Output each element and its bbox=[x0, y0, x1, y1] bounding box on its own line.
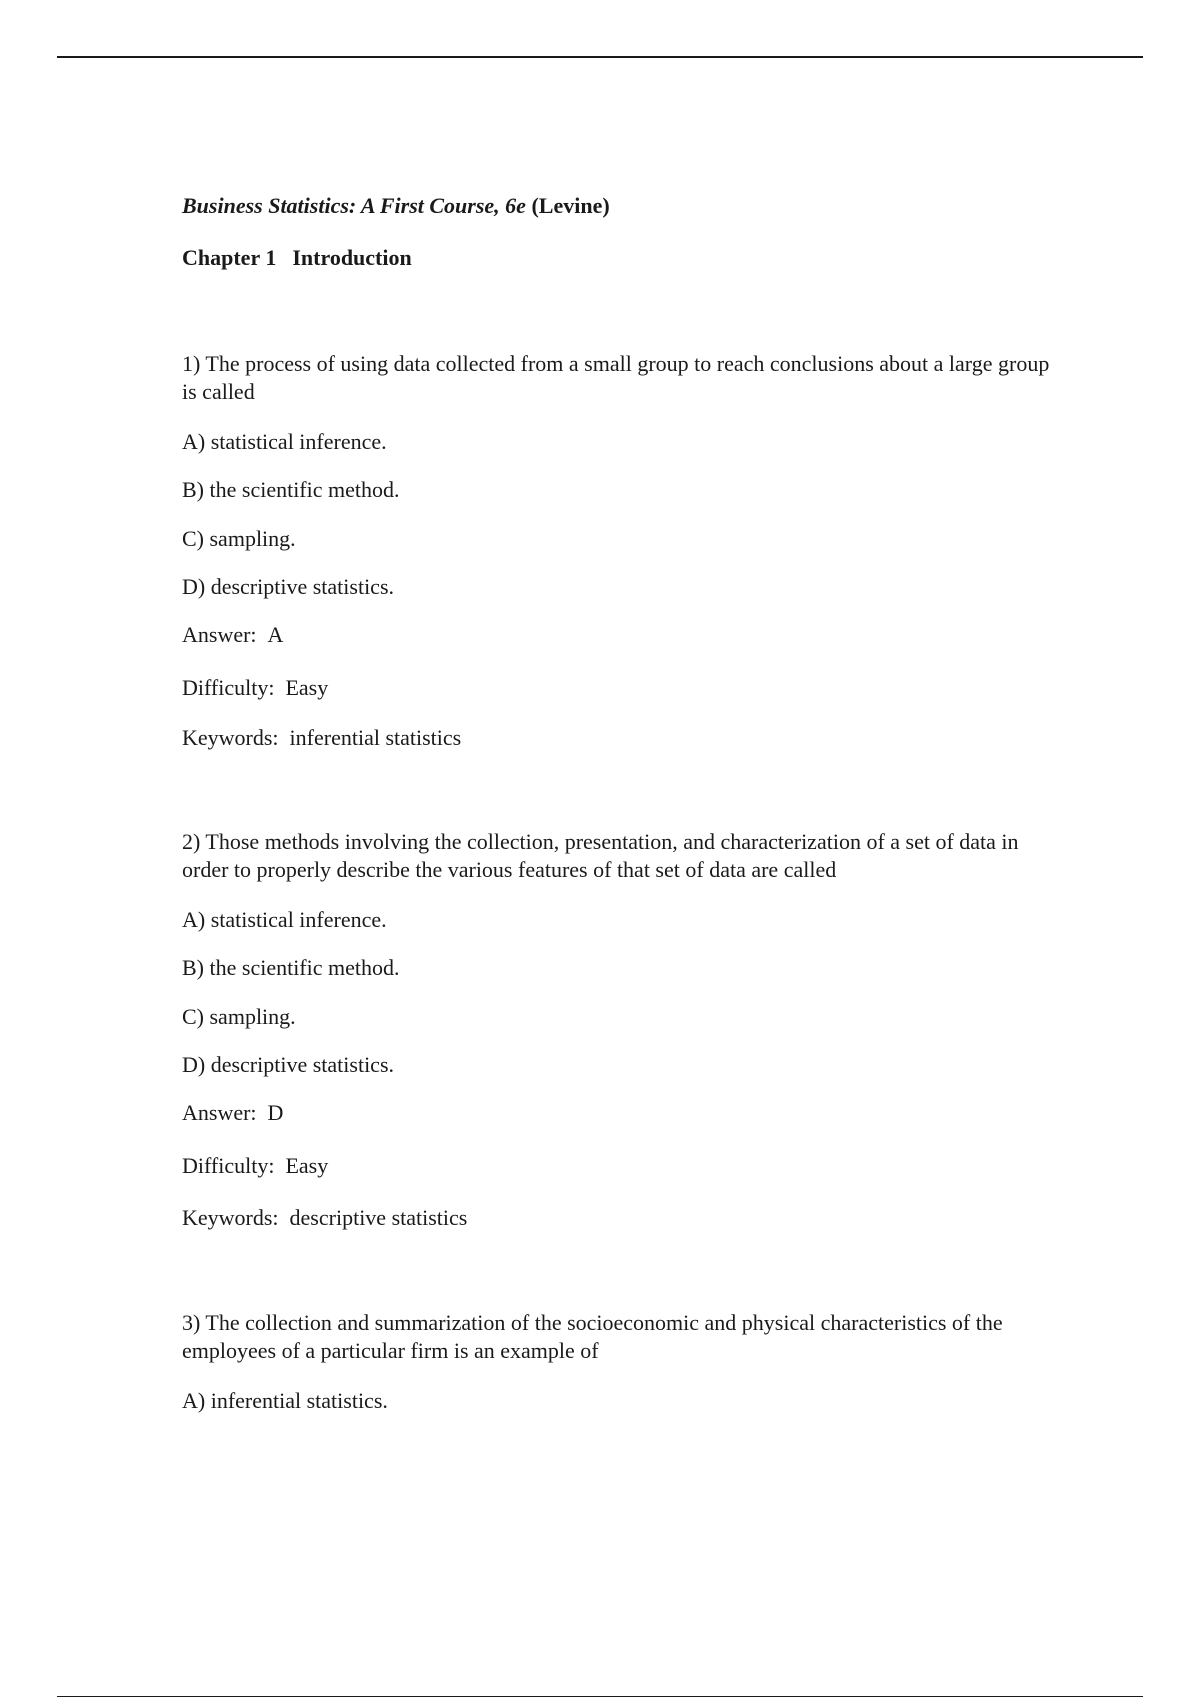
answer-label: Answer: bbox=[182, 622, 257, 647]
question-1-option-a: A) statistical inference. bbox=[182, 429, 387, 454]
question-1-stem: 1) The process of using data collected from a small group to reach conclusions about a large group is called bbox=[182, 351, 1050, 404]
question-1-option-b: B) the scientific method. bbox=[182, 477, 400, 502]
keywords-value: descriptive statistics bbox=[289, 1205, 468, 1230]
keywords-label: Keywords: bbox=[182, 725, 279, 750]
question-3-stem: 3) The collection and summarization of the socioeconomic and physical characteristics of the employees of a particular firm is an example of bbox=[182, 1310, 1003, 1363]
question-2-option-a: A) statistical inference. bbox=[182, 907, 387, 932]
keywords-label: Keywords: bbox=[182, 1205, 279, 1230]
question-2-difficulty bbox=[182, 1152, 328, 1180]
difficulty-value: Easy bbox=[285, 675, 329, 700]
answer-value: A bbox=[267, 622, 284, 647]
bottom-rule bbox=[57, 1696, 1143, 1697]
question-1-keywords bbox=[182, 724, 461, 752]
question-1-option-c: C) sampling. bbox=[182, 526, 296, 551]
chapter-heading bbox=[182, 245, 412, 271]
question-2-option-c: C) sampling. bbox=[182, 1004, 296, 1029]
question-1-option-d: D) descriptive statistics. bbox=[182, 574, 395, 599]
question-1-answer bbox=[182, 621, 283, 649]
question-1-difficulty bbox=[182, 674, 328, 702]
chapter-title: Introduction bbox=[292, 245, 412, 270]
difficulty-label: Difficulty: bbox=[182, 1153, 275, 1178]
book-title-italic: Business Statistics: A First Course, 6e bbox=[182, 193, 526, 218]
book-author: (Levine) bbox=[531, 193, 610, 218]
question-2-stem: 2) Those methods involving the collection, presentation, and characterization of a set of data in order to properly describe the various features of that set of data are called bbox=[182, 829, 1019, 882]
book-title bbox=[182, 193, 610, 219]
question-2-keywords bbox=[182, 1204, 467, 1232]
chapter-number: Chapter 1 bbox=[182, 245, 277, 270]
keywords-value: inferential statistics bbox=[289, 725, 462, 750]
question-3-option-a: A) inferential statistics. bbox=[182, 1388, 388, 1413]
question-2-option-d: D) descriptive statistics. bbox=[182, 1052, 395, 1077]
difficulty-value: Easy bbox=[285, 1153, 329, 1178]
answer-label: Answer: bbox=[182, 1100, 257, 1125]
difficulty-label: Difficulty: bbox=[182, 675, 275, 700]
question-2-option-b: B) the scientific method. bbox=[182, 955, 400, 980]
top-rule bbox=[57, 56, 1143, 58]
answer-value: D bbox=[267, 1100, 284, 1125]
question-2-answer bbox=[182, 1099, 283, 1127]
